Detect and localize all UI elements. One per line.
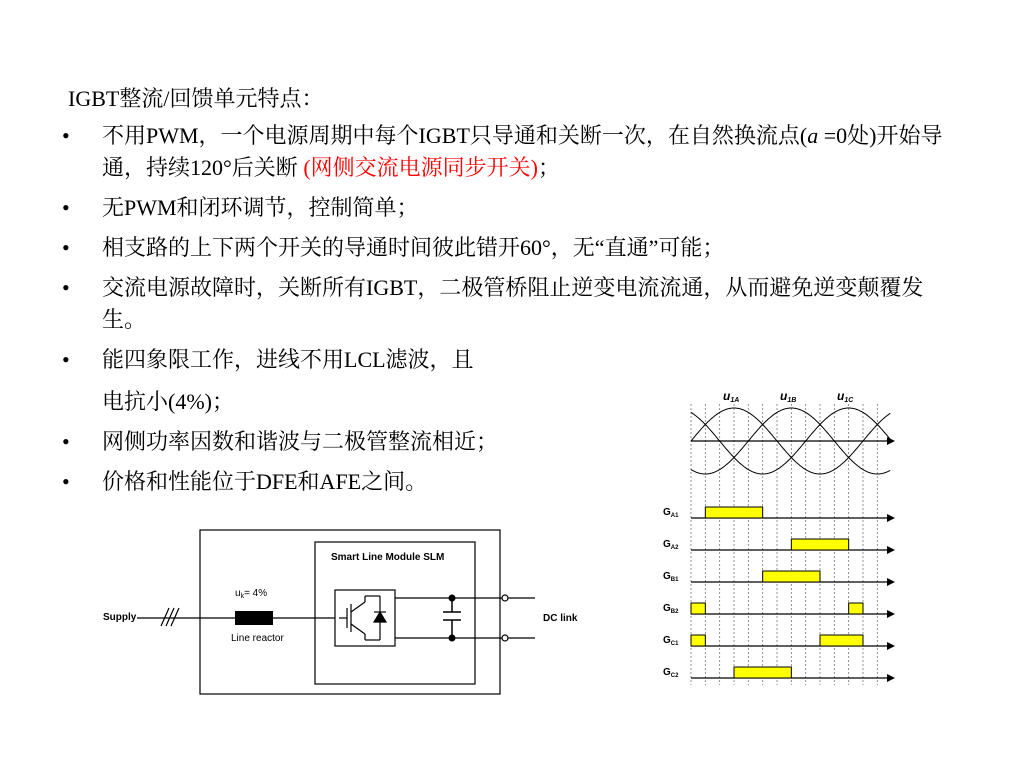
bullet-dot: • (62, 123, 70, 148)
gate-pulse (691, 603, 705, 614)
slm-diagram (95, 522, 615, 702)
line-reactor-label: Line reactor (231, 633, 284, 644)
bullet-item (62, 192, 962, 224)
dc-link-label: DC link (543, 613, 578, 624)
bullet-dot: • (62, 275, 70, 300)
supply-label: Supply (103, 612, 137, 623)
gate-pulse (849, 603, 863, 614)
gate-label-C2: $G_{C2}$ (663, 667, 679, 679)
slide-title: IGBT整流/回馈单元特点： (68, 86, 324, 111)
gate-pulse (763, 571, 820, 582)
gate-pulse (734, 667, 791, 678)
bullet-text-cont: =0处)开始导通，持续120°后关断 (102, 123, 943, 180)
gate-pulse (691, 635, 705, 646)
gate-axis-arrow (887, 578, 895, 586)
bullet-dot: • (62, 235, 70, 260)
gate-axis-arrow (887, 674, 895, 682)
gate-pulse (791, 539, 848, 550)
line-reactor (235, 611, 273, 625)
bullet-dot: • (62, 429, 70, 454)
gate-axis-arrow (887, 514, 895, 522)
gate-pulse (705, 507, 762, 518)
bullet-dot: • (62, 195, 70, 220)
phase-label-1B: u1B (780, 389, 797, 404)
bullet-text: 价格和性能位于DFE和AFE之间。 (102, 469, 428, 494)
igbt-symbol (339, 596, 386, 640)
gate-signal-rows (663, 507, 895, 682)
gate-label-B2: $G_{B2}$ (663, 603, 679, 615)
gate-label-A2: $G_{A2}$ (663, 539, 679, 551)
bullet-item (62, 232, 962, 264)
phase-label-1A: u1A (723, 389, 740, 404)
bullet-item (62, 272, 962, 336)
bullet-text: 不用PWM，一个电源周期中每个IGBT只导通和关断一次，在自然换流点( (102, 123, 808, 148)
gate-label-B1: $G_{B1}$ (663, 571, 679, 583)
alpha-symbol: a (807, 123, 819, 148)
bullet-text: 交流电源故障时，关断所有IGBT，二极管桥阻止逆变电流流通，从而避免逆变颠覆发生。 (102, 275, 924, 332)
highlight-text: (网侧交流电源同步开关) (303, 155, 538, 180)
gate-label-C1: $G_{C1}$ (663, 635, 679, 647)
voltage-axis-arrow (887, 437, 895, 445)
bullet-item (62, 120, 962, 184)
slm-module-title: Smart Line Module SLM (331, 552, 445, 563)
terminal-plus (502, 595, 508, 601)
three-phase-slashes (161, 608, 179, 626)
gate-axis-arrow (887, 610, 895, 618)
terminal-minus (502, 635, 508, 641)
waveform-diagram (655, 380, 900, 690)
bullet-dot: • (62, 347, 70, 372)
bullet-dot: • (62, 469, 70, 494)
gate-pulse (820, 635, 863, 646)
bullet-text: 能四象限工作，进线不用LCL滤波，且 (102, 347, 474, 372)
dc-capacitor (443, 598, 461, 638)
gate-label-A1: $G_{A1}$ (663, 507, 679, 519)
bullet-text: 相支路的上下两个开关的导通时间彼此错开60°，无“直通”可能； (102, 235, 725, 260)
uk-value: = 4% (244, 588, 268, 599)
bullet-continuation: 电抗小(4%)； (102, 389, 234, 414)
gate-axis-arrow (887, 642, 895, 650)
bullet-text: 网侧功率因数和谐波与二极管整流相近； (102, 429, 499, 454)
bullet-text: 无PWM和闭环调节，控制简单； (102, 195, 419, 220)
bullet-tail: ； (537, 155, 560, 180)
uk-subscript: k (240, 593, 245, 600)
gate-axis-arrow (887, 546, 895, 554)
uk-label: $u_k= 4\%$ (235, 588, 268, 600)
phase-label-1C: u1C (837, 389, 854, 404)
